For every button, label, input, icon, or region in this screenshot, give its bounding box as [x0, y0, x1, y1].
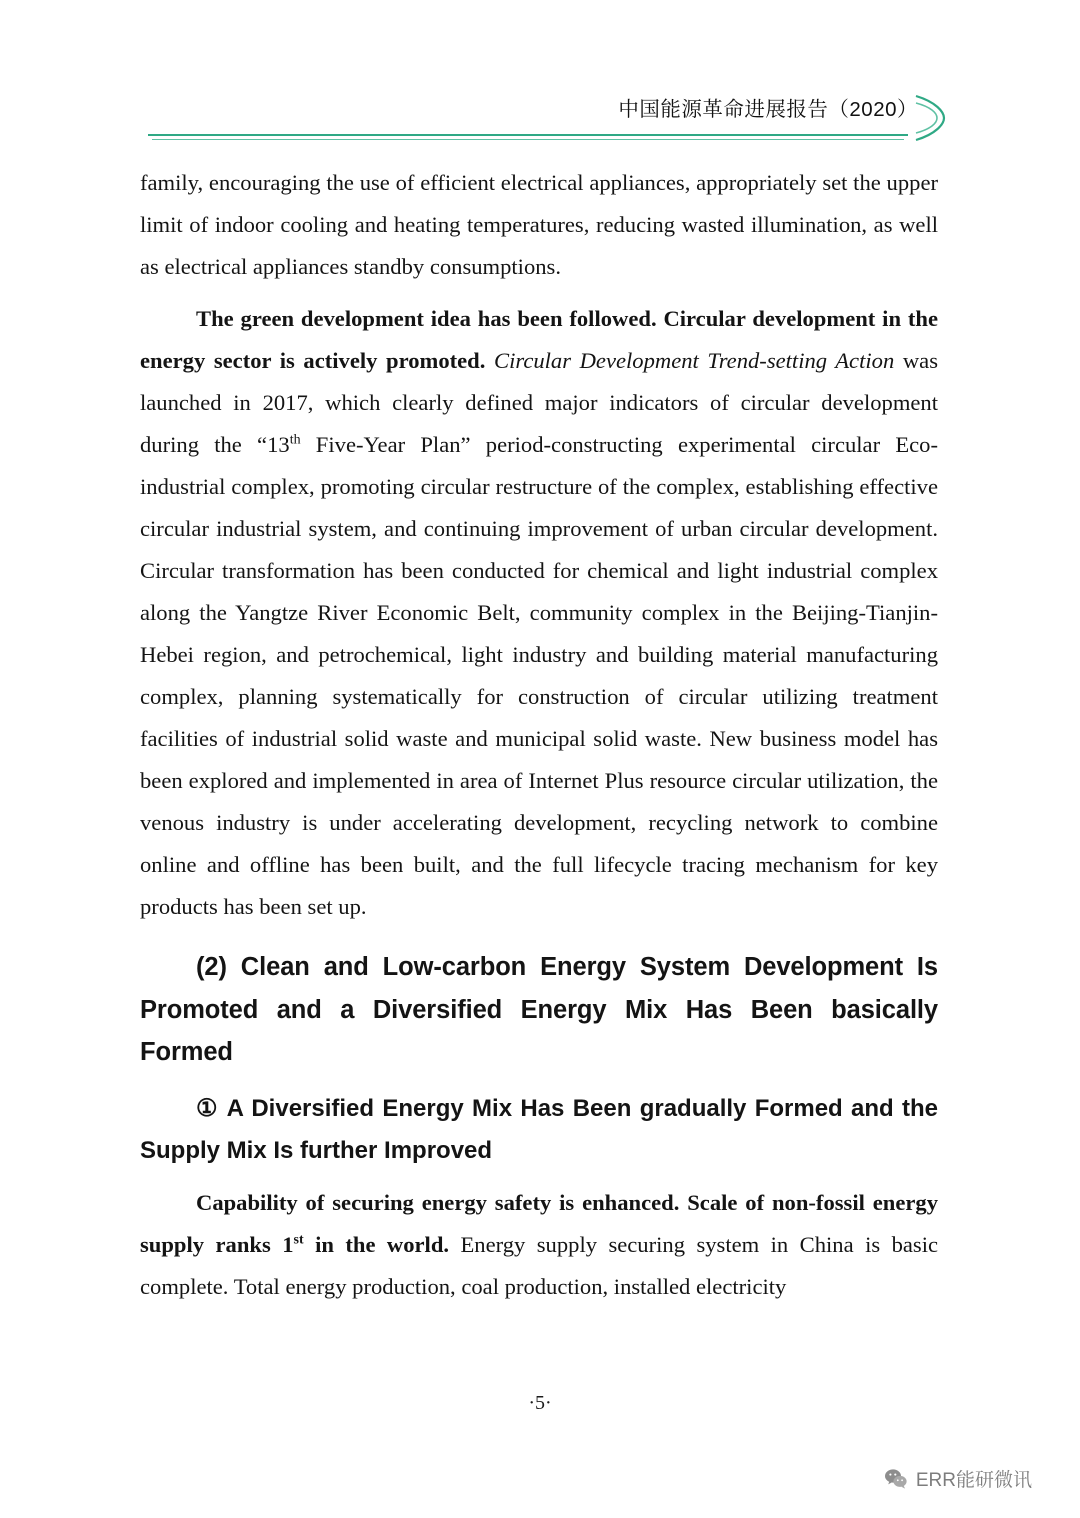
header-rule-top [148, 134, 908, 136]
header-rule-bottom [152, 139, 904, 140]
paragraph-text-a: was launched in 2017, which clearly defined major indicators of circular development during the “13 [140, 348, 938, 457]
paragraph-lead-bold-2-tail: in the world. [303, 1231, 450, 1257]
page-content [140, 162, 938, 1308]
ordinal-suffix-th: th [289, 432, 301, 448]
paragraph-text-b: Five-Year Plan” period-constructing experimental circular Eco-industrial complex, promoting circular restructure of the complex, establishing effective circular industrial system, and continuing improvement of urban circular development. Circular transformation has been conducted for chemical and light industrial complex along the Yangtze River Economic Belt, community complex in the Beijing-Tianjin-Hebei region, and petrochemical, light industry and building material manufacturing complex, planning systematically for construction of circular utilizing treatment facilities of industrial solid waste and municipal solid waste. New business model has been explored and implemented in area of Internet Plus resource circular utilization, the venous industry is under accelerating development, recycling network to combine online and offline has been built, and the full lifecycle tracing mechanism for key products has been set up. [140, 432, 938, 919]
paragraph-lead-bold-2: Capability of securing energy safety is enhanced. Scale of non-fossil energy supply ranks 1 [140, 1189, 938, 1257]
header-curl-ornament [914, 94, 948, 142]
page-header [148, 92, 948, 144]
circled-number-marker: ① [196, 1094, 220, 1122]
footer-watermark [884, 1465, 1032, 1492]
ordinal-suffix-st: st [293, 1231, 304, 1247]
paragraph-energy-safety [140, 1182, 938, 1308]
document-title-italic: Circular Development Trend-setting Action [494, 348, 895, 373]
paragraph-text-c: Energy supply securing system in China is basic complete. Total energy production, coal production, installed electricity [140, 1231, 939, 1299]
footer-watermark-label: ERR能研微讯 [915, 1470, 1032, 1491]
subsection-heading-1 [140, 1088, 938, 1172]
wechat-icon [884, 1467, 908, 1491]
subsection-heading-1-label: A Diversified Energy Mix Has Been gradually Formed and the Supply Mix Is further Improved [140, 1094, 939, 1164]
paragraph-green-development [140, 298, 938, 928]
page-number: ·5· [528, 1392, 552, 1414]
section-heading-2: (2) Clean and Low-carbon Energy System Development Is Promoted and a Diversified Energy Mix Has Been basically Formed [140, 953, 938, 1066]
paragraph-lead-bold: The green development idea has been followed. Circular development in the energy sector is actively promoted. [140, 306, 938, 373]
paragraph-continued: family, encouraging the use of efficient electrical appliances, appropriately set the upper limit of indoor cooling and heating temperatures, reducing wasted illumination, as well as electrical appliances standby consumptions. [140, 170, 938, 279]
header-title: 中国能源革命进展报告（2020） [618, 98, 918, 121]
